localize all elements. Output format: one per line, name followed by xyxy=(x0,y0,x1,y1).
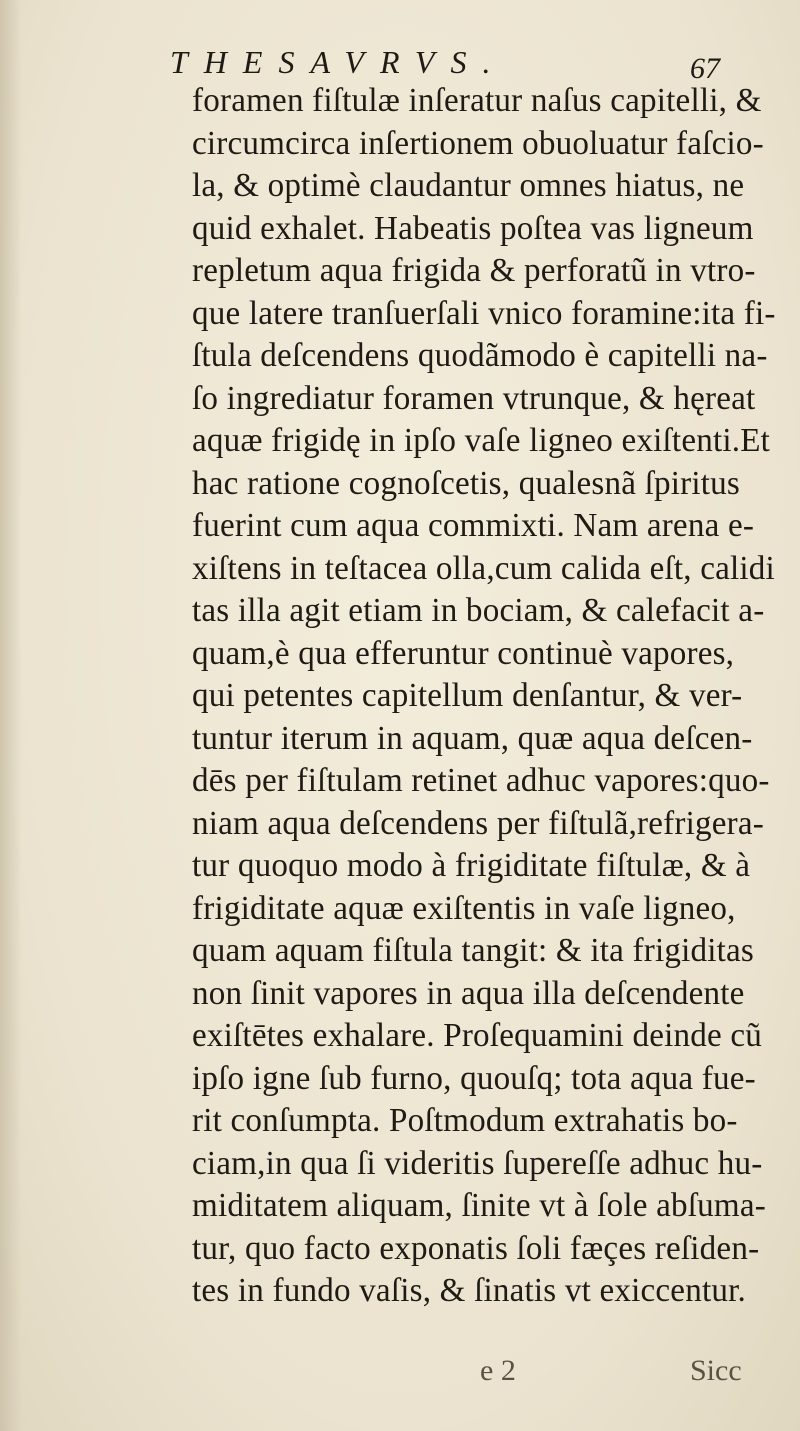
text-line: foramen fiſtulæ inſeratur naſus capitelli, & xyxy=(192,82,762,119)
signature-mark: e 2 xyxy=(480,1354,516,1387)
page-number: 67 xyxy=(690,52,720,85)
text-line: repletum aqua frigida & perforatũ in vtro- xyxy=(192,252,756,289)
text-line: tas illa agit etiam in bociam, & calefacit a- xyxy=(192,592,765,629)
text-line: ſo ingrediatur foramen vtrunque, & hęreat xyxy=(192,379,756,417)
text-line: xiſtens in teſtacea olla,cum calida eſt, calidi xyxy=(192,549,775,587)
text-line: tes in fundo vaſis, & ſinatis vt exiccentur. xyxy=(192,1272,746,1309)
text-line: circumcirca inſertionem obuoluatur faſcio- xyxy=(192,124,764,162)
text-line: ciam,in qua ſi videritis ſupereſſe adhuc hu- xyxy=(192,1144,763,1182)
text-line: fuerint cum aqua commixti. Nam arena e- xyxy=(192,507,755,544)
text-line: tur quoquo modo à frigiditate fiſtulæ, & à xyxy=(192,847,751,884)
text-line: miditatem aliquam, ſinite vt à ſole abſuma- xyxy=(192,1187,766,1224)
text-line: ipſo igne ſub furno, quouſq; tota aqua fue- xyxy=(192,1059,756,1097)
text-line: frigiditate aquæ exiſtentis in vaſe ligneo, xyxy=(192,889,736,927)
text-line: non ſinit vapores in aqua illa deſcendente xyxy=(192,974,745,1012)
body-text xyxy=(192,80,800,1313)
text-line: tur, quo facto exponatis ſoli fæçes reſiden- xyxy=(192,1229,760,1267)
text-line: exiſtētes exhalare. Proſequamini deinde cũ xyxy=(192,1017,763,1054)
text-line: hac ratione cognoſcetis, qualesnã ſpiritus xyxy=(192,464,740,502)
text-line: niam aqua deſcendens per fiſtulã,refrigera- xyxy=(192,804,764,842)
text-line: quam aquam fiſtula tangit: & ita frigiditas xyxy=(192,932,755,969)
text-line: quid exhalet. Habeatis poſtea vas ligneum xyxy=(192,209,754,247)
text-line: dēs per fiſtulam retinet adhuc vapores:quo- xyxy=(192,762,770,799)
text-line: quam,è qua efferuntur continuè vapores, xyxy=(192,634,735,672)
text-line: aquæ frigidę in ipſo vaſe ligneo exiſtenti.Et xyxy=(192,422,771,459)
page-footer xyxy=(480,1354,800,1394)
text-line: la, & optimè claudantur omnes hiatus, ne xyxy=(192,167,745,204)
text-line: que latere tranſuerſali vnico foramine:ita fi- xyxy=(192,294,776,332)
text-line: rit conſumpta. Poſtmodum extrahatis bo- xyxy=(192,1102,738,1139)
gutter-shadow xyxy=(0,0,22,1431)
text-line: qui petentes capitellum denſantur, & ver- xyxy=(192,677,743,714)
text-line: ſtula deſcendens quodãmodo è capitelli na- xyxy=(192,337,768,374)
text-line: tuntur iterum in aquam, quæ aqua deſcen- xyxy=(192,719,753,757)
running-head: THESAVRVS. xyxy=(170,44,507,80)
catchword: Sicc xyxy=(690,1354,742,1387)
